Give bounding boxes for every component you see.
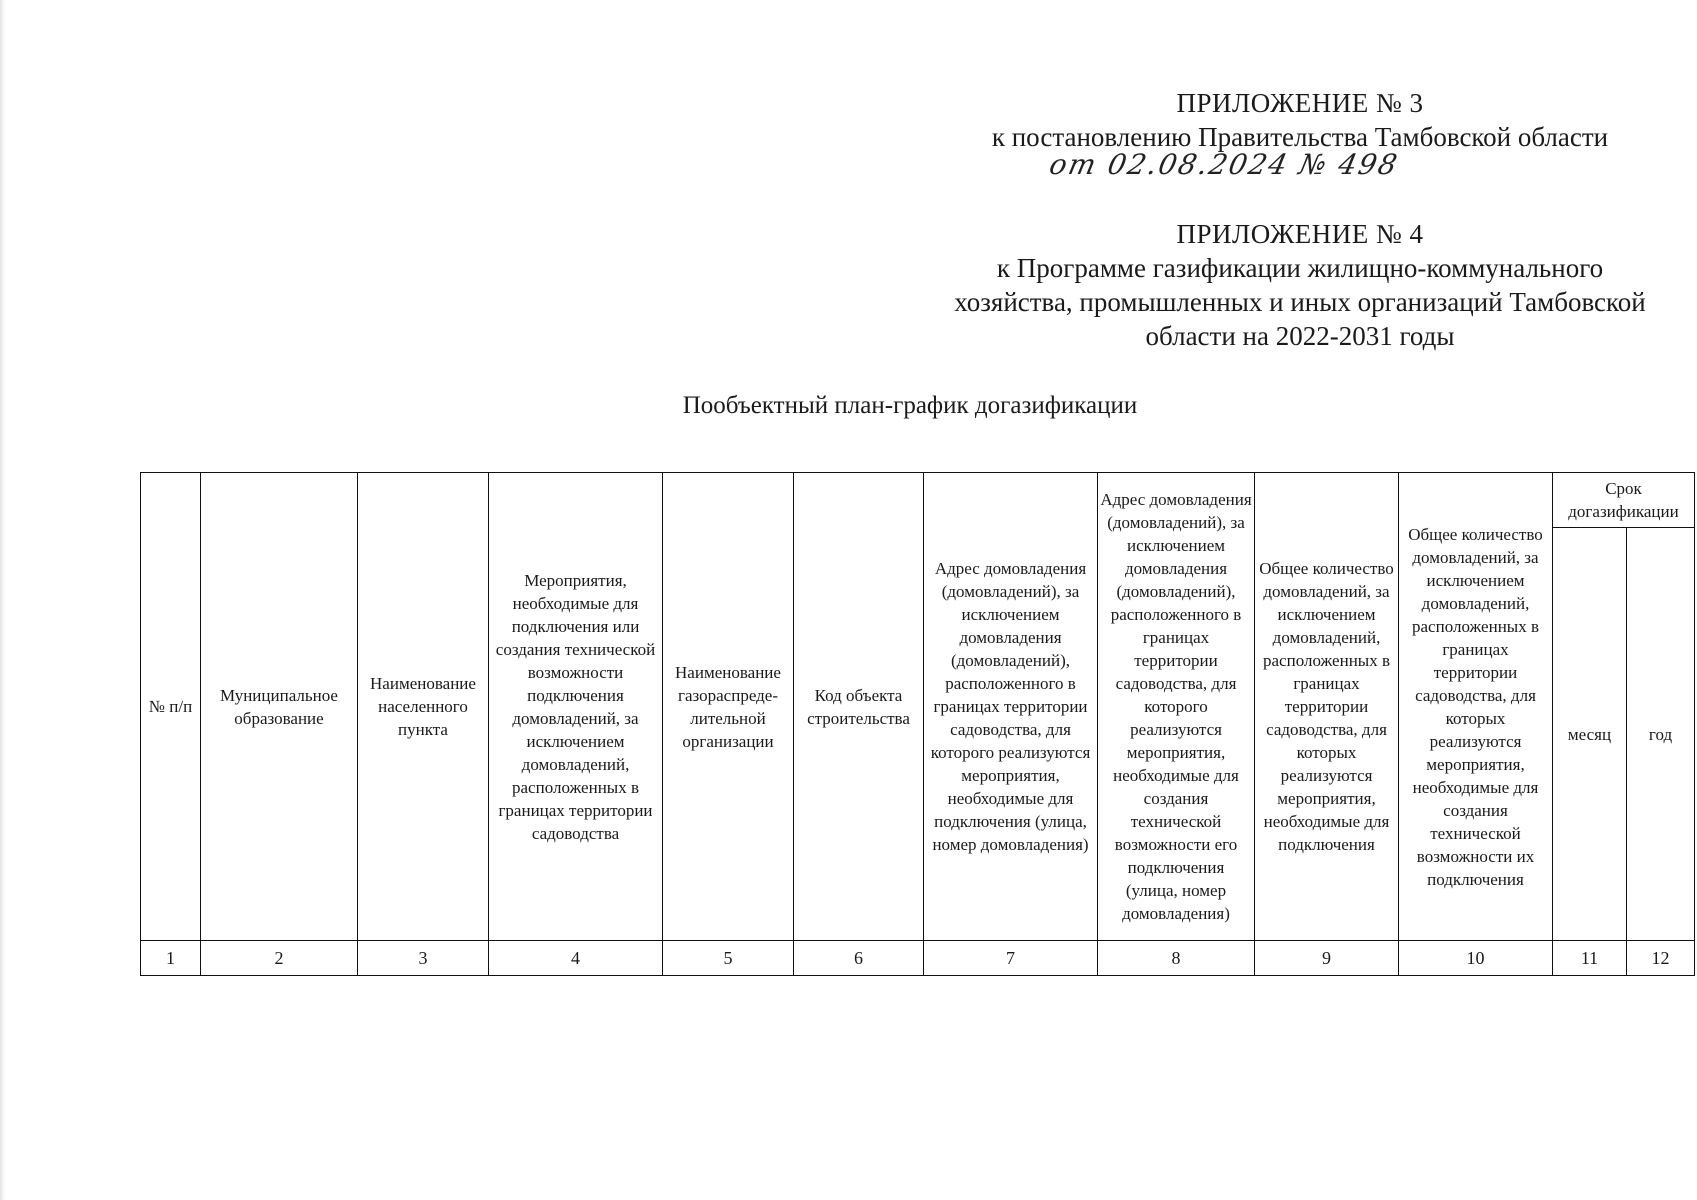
column-number-cell: 10 [1399, 941, 1553, 976]
scan-edge-artifact [0, 0, 6, 1200]
appendix-4-line-3: области на 2022-2031 годы [1145, 321, 1455, 351]
column-number-cell: 4 [489, 941, 663, 976]
header-cell: Адрес домовладения (домовладений), за исключением домовладения (домовладений), расположенного в границах территории садоводства, для которого реализуются мероприятия, необходимые для создания технической возможности его подключения (улица, номер домовладения) [1098, 473, 1255, 941]
plan-schedule-table [140, 472, 1695, 976]
header-cell: Мероприятия, необходимые для подключения или создания технической возможности подключения домовладений, за исключением домовладений, расположенных в границах территории садоводства [489, 473, 663, 941]
column-number-cell: 2 [201, 941, 358, 976]
column-number-cell: 12 [1627, 941, 1695, 976]
header-cell: Наименование газораспреде-лительной организации [663, 473, 794, 941]
subheader-cell-month: месяц [1553, 528, 1627, 941]
appendix-4-line-1: к Программе газификации жилищно-коммунального [996, 253, 1604, 283]
column-number-cell: 6 [794, 941, 924, 976]
group-header-cell: Срок догазификации [1553, 473, 1695, 528]
header-cell: Муниципальное образование [201, 473, 358, 941]
header-cell: Общее количество домовладений, за исключением домовладений, расположенных в границах территории садоводства, для которых реализуются мероприятия, необходимые для подключения [1255, 473, 1399, 941]
appendix-4-title: ПРИЛОЖЕНИЕ № 4 [1176, 219, 1424, 249]
appendix-3-title: ПРИЛОЖЕНИЕ № 3 [1176, 88, 1424, 118]
appendix-4-header [940, 217, 1660, 353]
column-number-cell: 9 [1255, 941, 1399, 976]
column-number-cell: 3 [358, 941, 489, 976]
document-title: Пообъектный план-график догазификации [682, 392, 1138, 419]
header-cell: Адрес домовладения (домовладений), за исключением домовладения (домовладений), расположенного в границах территории садоводства, для которого реализуются мероприятия, необходимые для подключения (улица, номер домовладения) [924, 473, 1098, 941]
column-number-cell: 11 [1553, 941, 1627, 976]
table-header-row [141, 473, 1695, 528]
table-row [141, 941, 1695, 976]
column-number-cell: 7 [924, 941, 1098, 976]
header-cell: № п/п [141, 473, 201, 941]
appendix-3-line-1: к постановлению Правительства Тамбовской области [991, 122, 1609, 152]
header-cell: Наименование населенного пункта [358, 473, 489, 941]
handwritten-date-number: от 02.08.2024 № 498 [1046, 148, 1402, 181]
subheader-cell-year: год [1627, 528, 1695, 941]
column-number-cell: 1 [141, 941, 201, 976]
appendix-3-header [950, 86, 1650, 154]
header-cell: Код объекта строительства [794, 473, 924, 941]
column-number-cell: 5 [663, 941, 794, 976]
appendix-4-line-2: хозяйства, промышленных и иных организаций Тамбовской [954, 287, 1646, 317]
column-number-cell: 8 [1098, 941, 1255, 976]
header-cell: Общее количество домовладений, за исключением домовладений, расположенных в границах территории садоводства, для которых реализуются мероприятия, необходимые для создания технической возможности их подключения [1399, 473, 1553, 941]
